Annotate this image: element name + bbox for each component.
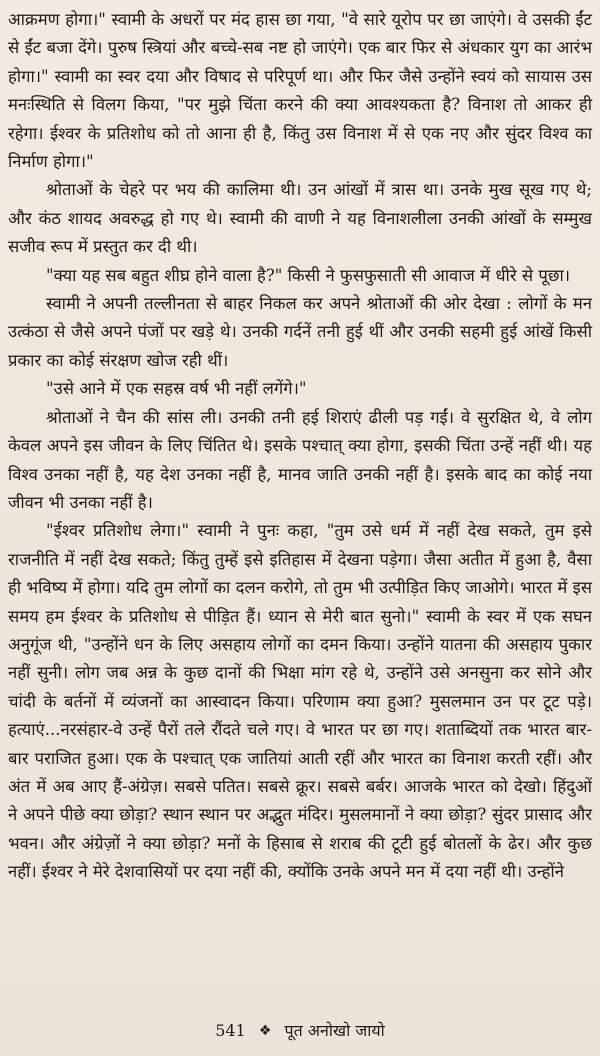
paragraph: "उसे आने में एक सहस्र वर्ष भी नहीं लगेंगे।"	[46, 379, 307, 399]
paragraph: "क्या यह सब बहुत शीघ्र होने वाला है?" किसी ने फुसफुसाती सी आवाज में धीरे से पूछा।	[46, 265, 571, 285]
paragraph: श्रोताओं ने चैन की सांस ली। उनकी तनी हई शिराएं ढीली पड़ गईं। वे सुरक्षित थे, वे लोग केवल अपने इस जीवन के लिए चिंतित थे। इसके पश्चात् क्या होगा, इसकी चिंता उन्हें नहीं थी। यह विश्व उनका नहीं है, यह देश उनका नहीं है, मानव जाति उनकी नहीं है। इसके बाद का कोई नया जीवन भी उनका नहीं है।	[8, 407, 592, 512]
page-footer	[0, 1021, 600, 1042]
paragraph: "ईश्वर प्रतिशोध लेगा।" स्वामी ने पुनः कहा, "तुम उसे धर्म में नहीं देख सकते, तुम इसे राजनीति में नहीं देख सकते; किंतु तुम्हें इसे इतिहास में देखना पड़ेगा। जैसा अतीत में हुआ है, वैसा ही भविष्य में होगा। यदि तुम लोगों का दलन करोगे, तो तुम भी उत्पीड़ित किए जाओगे। भारत में इस समय हम ईश्वर के प्रतिशोध से पीड़ित हैं। ध्यान से मेरी बात सुनो।" स्वामी के स्वर में एक सघन अनुगूंज थी, "उन्होंने धन के लिए असहाय लोगों का दमन किया। उन्होंने यातना की असहाय पुकार नहीं सुनी। लोग जब अन्न के कुछ दानों की भिक्षा मांग रहे थे, उन्होंने उसे अनसुना कर सोने और चांदी के बर्तनों में व्यंजनों का आस्वादन किया। परिणाम क्या हुआ? मुसलमान उन पर टूट पड़े। हत्याएं...नरसंहार-वे उन्हें पैरों तले रौंदते चले गए। वे भारत पर छा गए। शताब्दियों तक भारत बार-बार पराजित हुआ। एक के पश्चात् एक जातियां आती रहीं और भारत का विनाश करती रहीं। और अंत में अब आए हैं-अंग्रेज़। सबसे पतित। सबसे क्रूर। सबसे बर्बर। आजके भारत को देखो। हिंदुओं ने अपने पीछे क्या छोड़ा? स्थान स्थान पर अद्भुत मंदिर। मुसलमानों ने क्या छोड़ा? सुंदर प्रासाद और भवन। और अंग्रेज़ों ने क्या छोड़ा? मनों के हिसाब से शराब की टूटी हुई बोतलों के ढेर। और कुछ नहीं। ईश्वर ने मेरे देशवासियों पर दया नहीं की, क्योंकि उनके अपने मन में दया नहीं थी। उन्होंने	[8, 521, 592, 882]
paragraph: श्रोताओं के चेहरे पर भय की कालिमा थी। उन आंखों में त्रास था। उनके मुख सूख गए थे; और कंठ शायद अवरुद्ध हो गए थे। स्वामी की वाणी ने यह विनाशलीला उनकी आंखों के सम्मुख सजीव रूप में प्रस्तुत कर दी थी।	[8, 180, 592, 257]
book-title: पूत अनोखो जायो	[284, 1021, 385, 1040]
paragraph: स्वामी ने अपनी तल्लीनता से बाहर निकल कर अपने श्रोताओं की ओर देखा : लोगों के मन उत्कंठा से जैसे अपने पंजों पर खड़े थे। उनकी गर्दनें तनी हुई थीं और उनकी सहमी हुई आंखें किसी प्रकार का कोई संरक्षण खोज रही थीं।	[8, 294, 592, 370]
paragraph: आक्रमण होगा।" स्वामी के अधरों पर मंद हास छा गया, "वे सारे यूरोप पर छा जाएंगे। वे उसकी ईंट से ईंट बजा देंगे। पुरुष स्त्रियां और बच्चे-सब नष्ट हो जाएंगे। एक बार फिर से अंधकार युग का आरंभ होगा।" स्वामी का स्वर दया और विषाद से परिपूर्ण था। और फिर जैसे उन्होंने स्वयं को सायास उस मनःस्थिति से विलग किया, "पर मुझे चिंता करने की क्या आवश्यकता है? विनाश तो आकर ही रहेगा। ईश्वर के प्रतिशोध को तो आना ही है, किंतु उस विनाश में से एक नए और सुंदर विश्व का निर्माण होगा।"	[8, 10, 592, 172]
page-number: 541	[215, 1021, 246, 1040]
body-text	[8, 6, 592, 887]
ornament-icon: ❖	[258, 1023, 272, 1039]
